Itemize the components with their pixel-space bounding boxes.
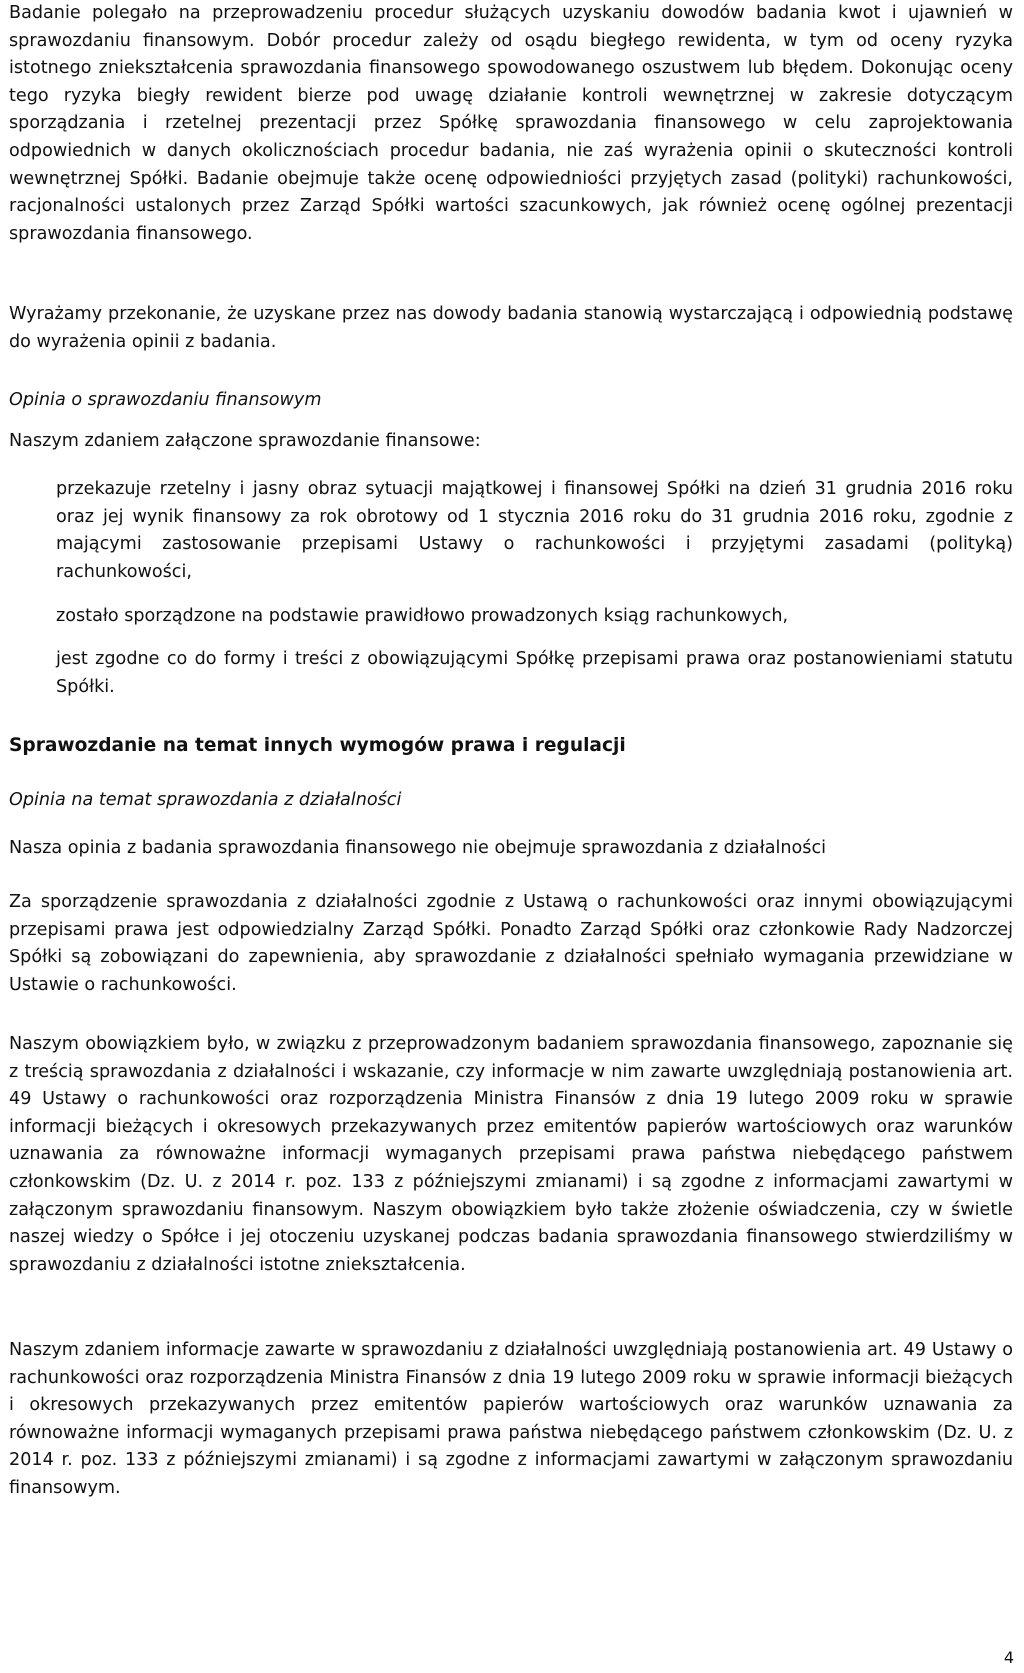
paragraph-auditor-duty: Naszym obowiązkiem było, w związku z przeprowadzonym badaniem sprawozdania finansowego, zapoznanie się z treścią sprawozdania z działalności i wskazanie, czy informacje w nim zawarte uwzględniają postanowienia art. 49 Ustawy o rachunkowości oraz rozporządzenia Ministra Finansów z dnia 19 lutego 2009 roku w sprawie informacji bieżących i okresowych przekazywanych przez emitentów papierów wartościowych oraz warunków uznawania za równoważne informacji wymaganych przepisami prawa państwa niebędącego państwem członkowskim (Dz. U. z 2014 r. poz. 133 z późniejszymi zmianami) i są zgodne z informacjami zawartymi w załączonym sprawozdaniu finansowym. Naszym obowiązkiem było także złożenie oświadczenia, czy w świetle naszej wiedzy o Spółce i jej otoczeniu uzyskanej podczas badania sprawozdania finansowego stwierdziliśmy w sprawozdaniu z działalności istotne zniekształcenia. [9, 1034, 1013, 1275]
opinion-item-fair-view: przekazuje rzetelny i jasny obraz sytuacji majątkowej i finansowej Spółki na dzień 31 grudnia 2016 roku oraz jej wynik finansowy za rok obrotowy od 1 stycznia 2016 roku do 31 grudnia 2016 roku, zgodnie z mającymi zastosowanie przepisami Ustawy o rachunkowości i przyjętymi zasadami (polityką) rachunkowości, [56, 479, 1013, 582]
paragraph-management-responsibility: Za sporządzenie sprawozdania z działalności zgodnie z Ustawą o rachunkowości oraz innymi obowiązującymi przepisami prawa jest odpowiedzialny Zarząd Spółki. Ponadto Zarząd Spółki oraz członkowie Rady Nadzorczej Spółki są zobowiązani do zapewnienia, aby sprawozdanie z działalności spełniało wymagania przewidziane w Ustawie o rachunkowości. [9, 892, 1013, 995]
paragraph-activity-report-conclusion: Naszym zdaniem informacje zawarte w sprawozdaniu z działalności uwzględniają postanowienia art. 49 Ustawy o rachunkowości oraz rozporządzenia Ministra Finansów z dnia 19 lutego 2009 roku w sprawie informacji bieżących i okresowych przekazywanych przez emitentów papierów wartościowych oraz warunków uznawania za równoważne informacji wymaganych przepisami prawa państwa niebędącego państwem członkowskim (Dz. U. z 2014 r. poz. 133 z późniejszymi zmianami) i są zgodne z informacjami zawartymi w załączonym sprawozdaniu finansowym. [9, 1340, 1013, 1498]
heading-activity-report-opinion: Opinia na temat sprawozdania z działalności [9, 790, 402, 810]
opinion-item-compliance: jest zgodne co do formy i treści z obowiązującymi Spółkę przepisami prawa oraz postanowieniami statutu Spółki. [56, 649, 1013, 697]
page-number: 4 [1003, 1648, 1014, 1667]
opinion-item-books: zostało sporządzone na podstawie prawidłowo prowadzonych ksiąg rachunkowych, [56, 606, 789, 626]
paragraph-audit-procedures: Badanie polegało na przeprowadzeniu procedur służących uzyskaniu dowodów badania kwot i ujawnień w sprawozdaniu finansowym. Dobór procedur zależy od osądu biegłego rewidenta, w tym od oceny ryzyka istotnego zniekształcenia sprawozdania finansowego spowodowanego oszustwem lub błędem. Dokonując oceny tego ryzyka biegły rewident bierze pod uwagę działanie kontroli wewnętrznej w zakresie dotyczącym sporządzania i rzetelnej prezentacji przez Spółkę sprawozdania finansowego w celu zaprojektowania odpowiednich w danych okolicznościach procedur badania, nie zaś wyrażenia opinii o skuteczności kontroli wewnętrznej Spółki. Badanie obejmuje także ocenę odpowiedniości przyjętych zasad (polityki) rachunkowości, racjonalności ustalonych przez Zarząd Spółki wartości szacunkowych, jak również ocenę ogólnej prezentacji sprawozdania finansowego. [9, 3, 1013, 244]
heading-other-requirements: Sprawozdanie na temat innych wymogów prawa i regulacji [9, 735, 626, 756]
paragraph-opinion-intro: Naszym zdaniem załączone sprawozdanie finansowe: [9, 431, 481, 451]
heading-financial-statement-opinion: Opinia o sprawozdaniu finansowym [9, 390, 322, 410]
paragraph-evidence-sufficiency: Wyrażamy przekonanie, że uzyskane przez nas dowody badania stanowią wystarczającą i odpowiednią podstawę do wyrażenia opinii z badania. [9, 304, 1013, 352]
paragraph-scope-exclusion: Nasza opinia z badania sprawozdania finansowego nie obejmuje sprawozdania z działalności [9, 838, 827, 858]
